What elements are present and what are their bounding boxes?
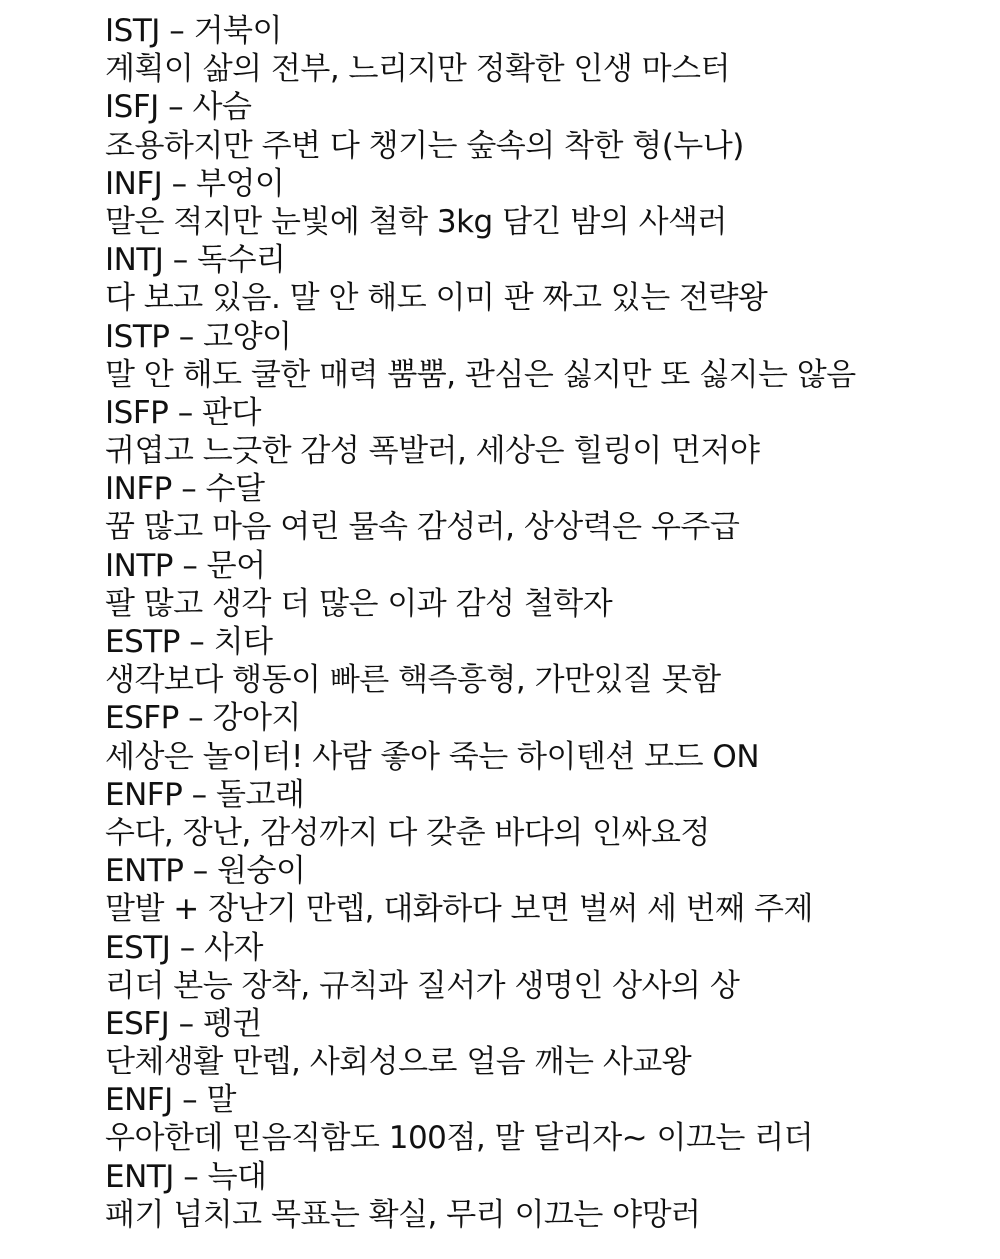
entry-enfp-heading: ENFP – 돌고래 [105, 776, 305, 813]
entry-istp-heading: ISTP – 고양이 [105, 318, 292, 355]
entry-entj-heading: ENTJ – 늑대 [105, 1158, 267, 1195]
entry-istj-heading: ISTJ – 거북이 [105, 13, 282, 49]
entry-esfj-heading: ESFJ – 펭귄 [105, 1005, 262, 1042]
entry-esfp-description: 세상은 놀이터! 사람 좋아 죽는 하이텐션 모드 ON [105, 738, 760, 775]
entry-estj-description: 리더 본능 장착, 규칙과 질서가 생명인 상사의 상 [105, 967, 740, 1004]
entry-entp-description: 말발 + 장난기 만렙, 대화하다 보면 벌써 세 번째 주제 [105, 891, 813, 928]
entry-isfj-heading: ISFJ – 사슴 [105, 89, 252, 126]
entry-esfj-description: 단체생활 만렙, 사회성으로 얼음 깨는 사교왕 [105, 1044, 692, 1081]
entry-istp-description: 말 안 해도 쿨한 매력 뿜뿜, 관심은 싫지만 또 싫지는 않음 [105, 356, 856, 393]
entry-intj-description: 다 보고 있음. 말 안 해도 이미 판 짜고 있는 전략왕 [105, 280, 768, 317]
entry-infp-description: 꿈 많고 마음 여린 물속 감성러, 상상력은 우주급 [105, 509, 740, 546]
entry-intp-description: 팔 많고 생각 더 많은 이과 감성 철학자 [105, 585, 613, 622]
entry-estp-description: 생각보다 행동이 빠른 핵즉흥형, 가만있질 못함 [105, 662, 721, 699]
entry-infj-description: 말은 적지만 눈빛에 철학 3kg 담긴 밤의 사색러 [105, 203, 727, 240]
entry-istj-description: 계획이 삶의 전부, 느리지만 정확한 인생 마스터 [105, 51, 730, 88]
entry-isfp-heading: ISFP – 판다 [105, 394, 261, 431]
entry-enfp-description: 수다, 장난, 감성까지 다 갖춘 바다의 인싸요정 [105, 814, 710, 851]
mbti-animal-list [105, 12, 985, 1234]
entry-estp-heading: ESTP – 치타 [105, 624, 273, 660]
entry-infj-heading: INFJ – 부엉이 [105, 165, 285, 202]
entry-isfp-description: 귀엽고 느긋한 감성 폭발러, 세상은 힐링이 먼저야 [105, 433, 760, 470]
entry-intp-heading: INTP – 문어 [105, 547, 266, 584]
entry-entp-heading: ENTP – 원숭이 [105, 853, 306, 890]
entry-enfj-heading: ENFJ – 말 [105, 1082, 236, 1119]
entry-infp-heading: INFP – 수달 [105, 471, 265, 508]
entry-isfj-description: 조용하지만 주변 다 챙기는 숲속의 착한 형(누나) [105, 127, 744, 164]
entry-estj-heading: ESTJ – 사자 [105, 929, 263, 966]
entry-intj-heading: INTJ – 독수리 [105, 242, 286, 279]
entry-esfp-heading: ESFP – 강아지 [105, 700, 301, 737]
entry-entj-description: 패기 넘치고 목표는 확실, 무리 이끄는 야망러 [105, 1196, 701, 1233]
entry-enfj-description: 우아한데 믿음직함도 100점, 말 달리자~ 이끄는 리더 [105, 1120, 814, 1157]
